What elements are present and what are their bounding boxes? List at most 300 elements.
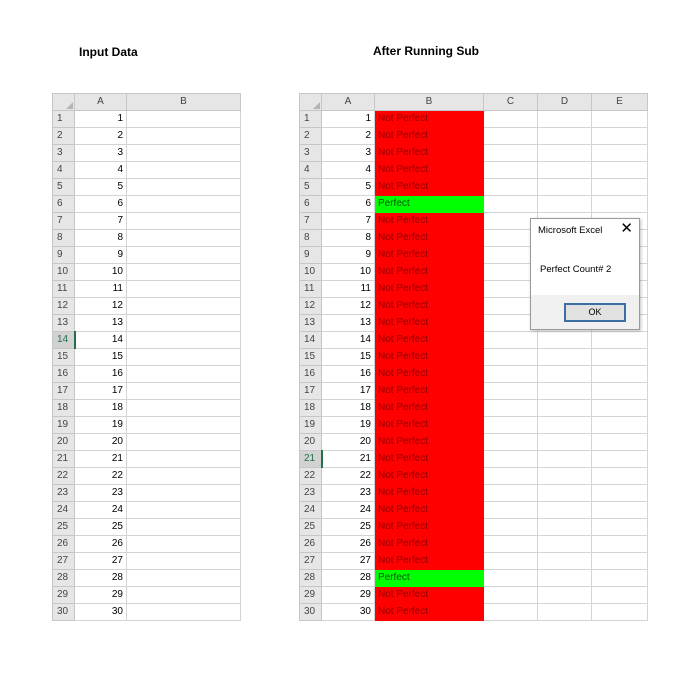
table-row: [53, 400, 241, 417]
cell-e[interactable]: [592, 196, 648, 213]
cell-d[interactable]: [538, 502, 592, 519]
row-header[interactable]: 12: [53, 298, 75, 315]
table-row: [53, 451, 241, 468]
cell-b[interactable]: [127, 179, 241, 196]
cell-d[interactable]: [538, 145, 592, 162]
cell-a[interactable]: 4: [75, 162, 127, 179]
cell-d[interactable]: [538, 179, 592, 196]
row-header[interactable]: 22: [53, 468, 75, 485]
row-header[interactable]: 11: [53, 281, 75, 298]
table-row: [53, 298, 241, 315]
cell-b-result[interactable]: Perfect: [375, 196, 484, 213]
row-header[interactable]: 11: [300, 281, 322, 298]
cell-b-result[interactable]: Not Perfect: [375, 230, 484, 247]
cell-e[interactable]: [592, 536, 648, 553]
cell-b[interactable]: [127, 247, 241, 264]
table-row: [300, 179, 648, 196]
cell-c[interactable]: [484, 332, 538, 349]
row-header[interactable]: 16: [53, 366, 75, 383]
cell-a[interactable]: 30: [75, 604, 127, 621]
cell-a[interactable]: 8: [75, 230, 127, 247]
cell-a[interactable]: 27: [322, 553, 375, 570]
row-header[interactable]: 3: [53, 145, 75, 162]
cell-d[interactable]: [538, 196, 592, 213]
cell-b-result[interactable]: Not Perfect: [375, 162, 484, 179]
cell-c[interactable]: [484, 519, 538, 536]
cell-a[interactable]: 5: [322, 179, 375, 196]
cell-a[interactable]: 1: [322, 111, 375, 128]
cell-b-result[interactable]: Not Perfect: [375, 383, 484, 400]
dialog-message: Perfect Count# 2: [540, 264, 612, 275]
cell-c[interactable]: [484, 400, 538, 417]
cell-d[interactable]: [538, 553, 592, 570]
cell-b[interactable]: [127, 264, 241, 281]
row-header[interactable]: 29: [300, 587, 322, 604]
row-header[interactable]: 20: [300, 434, 322, 451]
row-header[interactable]: 17: [300, 383, 322, 400]
cell-d[interactable]: [538, 434, 592, 451]
cell-a[interactable]: 2: [75, 128, 127, 145]
cell-d[interactable]: [538, 604, 592, 621]
table-row: [53, 128, 241, 145]
cell-a[interactable]: 21: [75, 451, 127, 468]
cell-b[interactable]: [127, 519, 241, 536]
cell-d[interactable]: [538, 349, 592, 366]
cell-a[interactable]: 25: [322, 519, 375, 536]
table-row: [300, 553, 648, 570]
cell-b-result[interactable]: Not Perfect: [375, 128, 484, 145]
column-header-a[interactable]: A: [322, 94, 375, 111]
cell-c[interactable]: [484, 434, 538, 451]
cell-e[interactable]: [592, 400, 648, 417]
row-header[interactable]: 4: [300, 162, 322, 179]
cell-b[interactable]: [127, 230, 241, 247]
cell-d[interactable]: [538, 417, 592, 434]
cell-e[interactable]: [592, 349, 648, 366]
cell-a[interactable]: 15: [322, 349, 375, 366]
cell-b[interactable]: [127, 128, 241, 145]
cell-c[interactable]: [484, 417, 538, 434]
cell-d[interactable]: [538, 570, 592, 587]
cell-b-result[interactable]: Not Perfect: [375, 553, 484, 570]
row-header[interactable]: 23: [53, 485, 75, 502]
cell-a[interactable]: 18: [75, 400, 127, 417]
row-header[interactable]: 17: [53, 383, 75, 400]
cell-d[interactable]: [538, 519, 592, 536]
select-all-corner[interactable]: [300, 94, 322, 111]
row-header[interactable]: 23: [300, 485, 322, 502]
cell-b[interactable]: [127, 111, 241, 128]
cell-a[interactable]: 1: [75, 111, 127, 128]
table-row: [300, 536, 648, 553]
cell-a[interactable]: 26: [75, 536, 127, 553]
cell-b[interactable]: [127, 400, 241, 417]
row-header[interactable]: 19: [53, 417, 75, 434]
cell-a[interactable]: 26: [322, 536, 375, 553]
cell-e[interactable]: [592, 366, 648, 383]
cell-b[interactable]: [127, 553, 241, 570]
cell-e[interactable]: [592, 553, 648, 570]
cell-a[interactable]: 5: [75, 179, 127, 196]
row-header[interactable]: 25: [300, 519, 322, 536]
cell-a[interactable]: 7: [322, 213, 375, 230]
cell-d[interactable]: [538, 128, 592, 145]
table-row: [300, 162, 648, 179]
cell-d[interactable]: [538, 468, 592, 485]
cell-c[interactable]: [484, 604, 538, 621]
cell-b-result[interactable]: Not Perfect: [375, 587, 484, 604]
cell-b[interactable]: [127, 417, 241, 434]
row-header[interactable]: 9: [300, 247, 322, 264]
table-row: [300, 434, 648, 451]
row-header[interactable]: 8: [300, 230, 322, 247]
row-header[interactable]: 5: [53, 179, 75, 196]
row-header[interactable]: 30: [300, 604, 322, 621]
cell-b[interactable]: [127, 298, 241, 315]
cell-b[interactable]: [127, 349, 241, 366]
row-header[interactable]: 29: [53, 587, 75, 604]
cell-b-result[interactable]: Not Perfect: [375, 434, 484, 451]
cell-b[interactable]: [127, 366, 241, 383]
cell-a[interactable]: 16: [75, 366, 127, 383]
cell-b-result[interactable]: Not Perfect: [375, 366, 484, 383]
cell-a[interactable]: 12: [322, 298, 375, 315]
cell-d[interactable]: [538, 162, 592, 179]
cell-b-result[interactable]: Not Perfect: [375, 315, 484, 332]
row-header[interactable]: 10: [53, 264, 75, 281]
cell-a[interactable]: 13: [75, 315, 127, 332]
row-header[interactable]: 28: [53, 570, 75, 587]
cell-e[interactable]: [592, 434, 648, 451]
cell-c[interactable]: [484, 111, 538, 128]
cell-a[interactable]: 14: [322, 332, 375, 349]
cell-c[interactable]: [484, 485, 538, 502]
cell-c[interactable]: [484, 536, 538, 553]
cell-a[interactable]: 28: [75, 570, 127, 587]
cell-b[interactable]: [127, 536, 241, 553]
cell-b-result[interactable]: Perfect: [375, 570, 484, 587]
row-header[interactable]: 19: [300, 417, 322, 434]
cell-b-result[interactable]: Not Perfect: [375, 213, 484, 230]
row-header[interactable]: 27: [300, 553, 322, 570]
cell-b-result[interactable]: Not Perfect: [375, 145, 484, 162]
cell-b-result[interactable]: Not Perfect: [375, 604, 484, 621]
row-header[interactable]: 21: [300, 451, 322, 468]
cell-b-result[interactable]: Not Perfect: [375, 417, 484, 434]
cell-a[interactable]: 23: [75, 485, 127, 502]
cell-b[interactable]: [127, 383, 241, 400]
cell-b[interactable]: [127, 502, 241, 519]
cell-b-result[interactable]: Not Perfect: [375, 281, 484, 298]
row-header[interactable]: 20: [53, 434, 75, 451]
cell-d[interactable]: [538, 400, 592, 417]
row-header[interactable]: 7: [300, 213, 322, 230]
cell-a[interactable]: 15: [75, 349, 127, 366]
table-row: [300, 485, 648, 502]
cell-e[interactable]: [592, 417, 648, 434]
table-row: [300, 587, 648, 604]
cell-b-result[interactable]: Not Perfect: [375, 332, 484, 349]
row-header[interactable]: 2: [53, 128, 75, 145]
row-header[interactable]: 24: [53, 502, 75, 519]
cell-b[interactable]: [127, 196, 241, 213]
cell-b-result[interactable]: Not Perfect: [375, 349, 484, 366]
cell-a[interactable]: 19: [322, 417, 375, 434]
table-row: [300, 604, 648, 621]
row-header[interactable]: 7: [53, 213, 75, 230]
row-header[interactable]: 18: [53, 400, 75, 417]
row-header[interactable]: 9: [53, 247, 75, 264]
cell-b[interactable]: [127, 570, 241, 587]
table-row: [53, 179, 241, 196]
table-row: [300, 366, 648, 383]
table-row: [53, 604, 241, 621]
cell-c[interactable]: [484, 196, 538, 213]
cell-a[interactable]: 22: [75, 468, 127, 485]
cell-b-result[interactable]: Not Perfect: [375, 502, 484, 519]
row-header[interactable]: 10: [300, 264, 322, 281]
cell-a[interactable]: 14: [75, 332, 127, 349]
row-header[interactable]: 14: [300, 332, 322, 349]
column-header-b[interactable]: B: [375, 94, 484, 111]
cell-d[interactable]: [538, 111, 592, 128]
right-caption: After Running Sub: [373, 44, 479, 58]
row-header[interactable]: 25: [53, 519, 75, 536]
cell-e[interactable]: [592, 383, 648, 400]
cell-c[interactable]: [484, 570, 538, 587]
cell-e[interactable]: [592, 468, 648, 485]
column-header-a[interactable]: A: [75, 94, 127, 111]
cell-a[interactable]: 3: [322, 145, 375, 162]
cell-c[interactable]: [484, 383, 538, 400]
row-header[interactable]: 27: [53, 553, 75, 570]
cell-a[interactable]: 9: [75, 247, 127, 264]
cell-b[interactable]: [127, 281, 241, 298]
cell-a[interactable]: 10: [322, 264, 375, 281]
cell-e[interactable]: [592, 485, 648, 502]
cell-a[interactable]: 9: [322, 247, 375, 264]
cell-c[interactable]: [484, 179, 538, 196]
cell-e[interactable]: [592, 502, 648, 519]
table-row: [53, 349, 241, 366]
close-icon[interactable]: ✕: [620, 220, 633, 237]
row-header[interactable]: 16: [300, 366, 322, 383]
table-row: [300, 400, 648, 417]
row-header[interactable]: 30: [53, 604, 75, 621]
cell-a[interactable]: 11: [75, 281, 127, 298]
select-all-corner[interactable]: [53, 94, 75, 111]
cell-b[interactable]: [127, 213, 241, 230]
cell-b-result[interactable]: Not Perfect: [375, 247, 484, 264]
cell-a[interactable]: 13: [322, 315, 375, 332]
cell-b[interactable]: [127, 145, 241, 162]
table-row: [53, 111, 241, 128]
row-header[interactable]: 2: [300, 128, 322, 145]
cell-a[interactable]: 2: [322, 128, 375, 145]
cell-d[interactable]: [538, 485, 592, 502]
cell-c[interactable]: [484, 366, 538, 383]
cell-b-result[interactable]: Not Perfect: [375, 179, 484, 196]
cell-e[interactable]: [592, 519, 648, 536]
cell-a[interactable]: 21: [322, 451, 375, 468]
cell-a[interactable]: 25: [75, 519, 127, 536]
cell-c[interactable]: [484, 145, 538, 162]
cell-e[interactable]: [592, 332, 648, 349]
table-row: [53, 502, 241, 519]
row-header[interactable]: 26: [53, 536, 75, 553]
table-row: [300, 417, 648, 434]
row-header[interactable]: 15: [300, 349, 322, 366]
cell-a[interactable]: 24: [75, 502, 127, 519]
cell-e[interactable]: [592, 179, 648, 196]
cell-e[interactable]: [592, 128, 648, 145]
row-header[interactable]: 26: [300, 536, 322, 553]
table-row: [53, 196, 241, 213]
table-row: [53, 264, 241, 281]
row-header[interactable]: 4: [53, 162, 75, 179]
dialog-title: Microsoft Excel: [538, 225, 603, 236]
row-header[interactable]: 24: [300, 502, 322, 519]
cell-c[interactable]: [484, 349, 538, 366]
cell-a[interactable]: 7: [75, 213, 127, 230]
row-header[interactable]: 5: [300, 179, 322, 196]
table-row: [53, 417, 241, 434]
cell-e[interactable]: [592, 604, 648, 621]
table-row: [300, 349, 648, 366]
table-row: [300, 332, 648, 349]
cell-d[interactable]: [538, 366, 592, 383]
cell-a[interactable]: 30: [322, 604, 375, 621]
cell-a[interactable]: 22: [322, 468, 375, 485]
cell-e[interactable]: [592, 570, 648, 587]
cell-b[interactable]: [127, 587, 241, 604]
table-row: [300, 570, 648, 587]
cell-d[interactable]: [538, 332, 592, 349]
row-header[interactable]: 13: [53, 315, 75, 332]
cell-b-result[interactable]: Not Perfect: [375, 298, 484, 315]
cell-b[interactable]: [127, 468, 241, 485]
table-row: [53, 468, 241, 485]
cell-d[interactable]: [538, 383, 592, 400]
cell-a[interactable]: 8: [322, 230, 375, 247]
cell-a[interactable]: 23: [322, 485, 375, 502]
row-header[interactable]: 18: [300, 400, 322, 417]
cell-a[interactable]: 27: [75, 553, 127, 570]
cell-b[interactable]: [127, 604, 241, 621]
cell-a[interactable]: 4: [322, 162, 375, 179]
column-header-c[interactable]: C: [484, 94, 538, 111]
row-header[interactable]: 1: [300, 111, 322, 128]
left-caption: Input Data: [79, 45, 138, 59]
cell-e[interactable]: [592, 145, 648, 162]
column-header-d[interactable]: D: [538, 94, 592, 111]
cell-a[interactable]: 11: [322, 281, 375, 298]
cell-d[interactable]: [538, 587, 592, 604]
cell-a[interactable]: 17: [322, 383, 375, 400]
cell-b[interactable]: [127, 485, 241, 502]
cell-a[interactable]: 12: [75, 298, 127, 315]
row-header[interactable]: 12: [300, 298, 322, 315]
cell-a[interactable]: 20: [322, 434, 375, 451]
cell-a[interactable]: 17: [75, 383, 127, 400]
cell-c[interactable]: [484, 587, 538, 604]
cell-e[interactable]: [592, 451, 648, 468]
cell-b-result[interactable]: Not Perfect: [375, 485, 484, 502]
row-header[interactable]: 8: [53, 230, 75, 247]
cell-a[interactable]: 18: [322, 400, 375, 417]
cell-a[interactable]: 28: [322, 570, 375, 587]
cell-b[interactable]: [127, 434, 241, 451]
cell-c[interactable]: [484, 502, 538, 519]
table-row: [53, 213, 241, 230]
cell-c[interactable]: [484, 162, 538, 179]
cell-b[interactable]: [127, 451, 241, 468]
row-header[interactable]: 22: [300, 468, 322, 485]
cell-b-result[interactable]: Not Perfect: [375, 519, 484, 536]
cell-b[interactable]: [127, 315, 241, 332]
cell-d[interactable]: [538, 451, 592, 468]
cell-b-result[interactable]: Not Perfect: [375, 468, 484, 485]
cell-a[interactable]: 19: [75, 417, 127, 434]
row-header[interactable]: 14: [53, 332, 75, 349]
row-header[interactable]: 6: [300, 196, 322, 213]
cell-d[interactable]: [538, 536, 592, 553]
cell-a[interactable]: 20: [75, 434, 127, 451]
table-row: [300, 468, 648, 485]
cell-e[interactable]: [592, 587, 648, 604]
table-row: [53, 553, 241, 570]
row-header[interactable]: 13: [300, 315, 322, 332]
cell-a[interactable]: 6: [75, 196, 127, 213]
cell-a[interactable]: 16: [322, 366, 375, 383]
cell-b-result[interactable]: Not Perfect: [375, 451, 484, 468]
cell-e[interactable]: [592, 111, 648, 128]
cell-a[interactable]: 10: [75, 264, 127, 281]
cell-b-result[interactable]: Not Perfect: [375, 111, 484, 128]
cell-c[interactable]: [484, 468, 538, 485]
ok-button[interactable]: OK: [564, 303, 626, 322]
cell-b[interactable]: [127, 332, 241, 349]
table-row: [53, 281, 241, 298]
input-sheet-grid: [52, 93, 241, 621]
cell-e[interactable]: [592, 162, 648, 179]
row-header[interactable]: 3: [300, 145, 322, 162]
cell-c[interactable]: [484, 451, 538, 468]
cell-b-result[interactable]: Not Perfect: [375, 400, 484, 417]
row-header[interactable]: 21: [53, 451, 75, 468]
cell-c[interactable]: [484, 128, 538, 145]
cell-c[interactable]: [484, 553, 538, 570]
column-header-e[interactable]: E: [592, 94, 648, 111]
cell-a[interactable]: 6: [322, 196, 375, 213]
cell-b[interactable]: [127, 162, 241, 179]
row-header[interactable]: 1: [53, 111, 75, 128]
cell-a[interactable]: 29: [75, 587, 127, 604]
table-row: [53, 332, 241, 349]
row-header[interactable]: 15: [53, 349, 75, 366]
cell-a[interactable]: 3: [75, 145, 127, 162]
column-header-b[interactable]: B: [127, 94, 241, 111]
cell-b-result[interactable]: Not Perfect: [375, 264, 484, 281]
table-row: [53, 366, 241, 383]
row-header[interactable]: 6: [53, 196, 75, 213]
row-header[interactable]: 28: [300, 570, 322, 587]
table-row: [53, 519, 241, 536]
cell-b-result[interactable]: Not Perfect: [375, 536, 484, 553]
cell-a[interactable]: 29: [322, 587, 375, 604]
cell-a[interactable]: 24: [322, 502, 375, 519]
table-row: [300, 145, 648, 162]
